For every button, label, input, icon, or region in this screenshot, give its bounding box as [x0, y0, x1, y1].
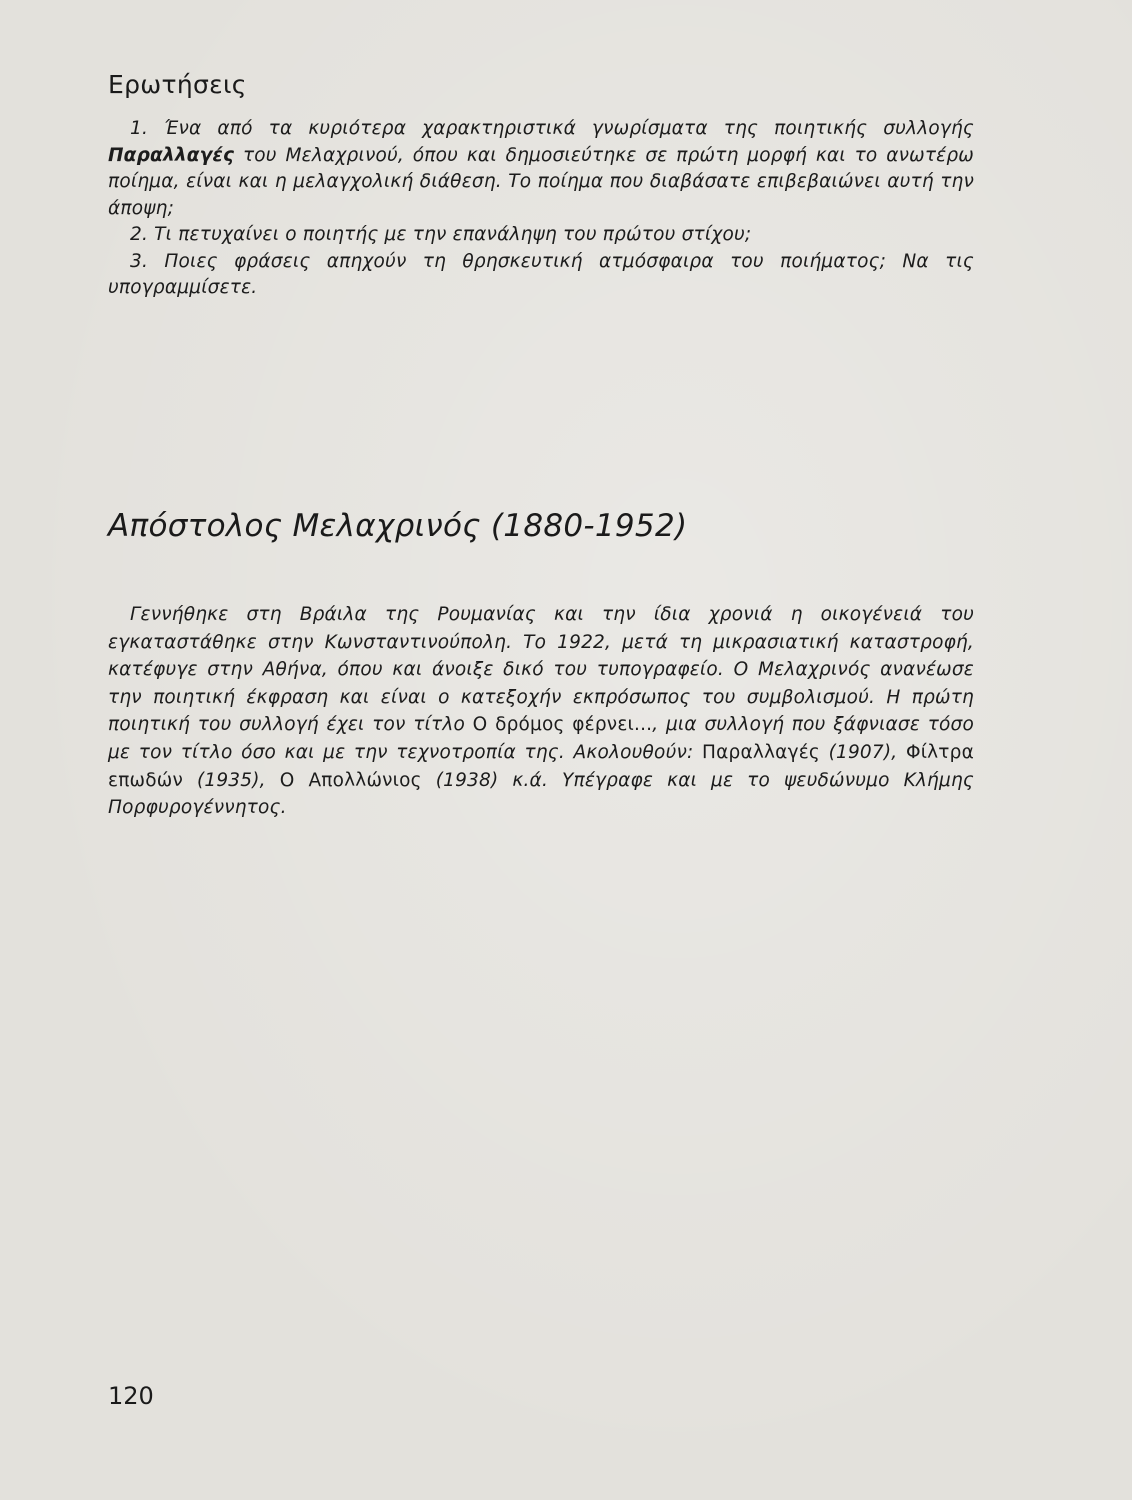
collection-title: Παραλλαγές	[108, 144, 235, 166]
question-text: Τι πετυχαίνει ο ποιητής με την επανάληψη του πρώτου στίχου;	[154, 224, 752, 245]
question-number: 2.	[130, 224, 149, 245]
question-1	[108, 116, 974, 222]
question-text: του Μελαχρινού, όπου και δημοσιεύτηκε σε πρώτη μορφή και το ανωτέρω ποίημα, είναι και η μελαγχολική διάθεση. Το ποίημα που διαβάσατε επιβεβαιώνει αυτή την άποψη;	[108, 144, 974, 219]
questions-list	[108, 116, 974, 302]
work-year: (1938) κ.ά.	[435, 769, 549, 791]
bio-text: , μια συλλογή που ξάφνιασε τόσο με τον τίτλο όσο και με την τεχνοτροπία της. Ακολουθούν:	[108, 714, 974, 763]
work-year: (1935),	[196, 769, 266, 791]
question-number: 1.	[130, 118, 149, 139]
work-title: Φίλτρα επωδών	[108, 741, 974, 791]
author-biography	[108, 601, 974, 822]
work-title: Παραλλαγές	[702, 741, 820, 763]
bio-text: Υπέγραφε και με το ψευδώνυμο Κλήμης Πορφυρογέννητος.	[108, 769, 974, 819]
question-2	[108, 222, 974, 249]
work-year: (1907),	[828, 741, 898, 763]
page-number: 120	[108, 1382, 154, 1410]
questions-heading: Ερωτήσεις	[108, 70, 247, 99]
question-text: Ένα από τα κυριότερα χαρακτηριστικά γνωρίσματα της ποιητικής συλλογής	[164, 118, 974, 139]
bio-text: Γεννήθηκε στη Βράιλα της Ρουμανίας και την ίδια χρονιά η οικογένειά του εγκαταστάθηκε στην Κωνσταντινούπολη. Το 1922, μετά τη μικρασιατική καταστροφή, κατέφυγε στην Αθήνα, όπου και άνοιξε δικό του τυπογραφείο. Ο Μελαχρινός ανανέωσε την ποιητική έκφραση και είναι ο κατεξοχήν εκπρόσωπος του συμβολισμού. Η πρώτη ποιητική του συλλογή έχει τον τίτλο	[108, 604, 974, 736]
question-number: 3.	[130, 250, 149, 272]
work-title: Ο Απολλώνιος	[279, 769, 422, 791]
question-3	[108, 249, 974, 302]
work-title: Ο δρόμος φέρνει...	[472, 714, 653, 736]
author-heading: Απόστολος Μελαχρινός (1880-1952)	[108, 508, 688, 544]
question-text: Ποιες φράσεις απηχούν τη θρησκευτική ατμόσφαιρα του ποιήματος; Να τις υπογραμμίσετε.	[108, 250, 974, 298]
